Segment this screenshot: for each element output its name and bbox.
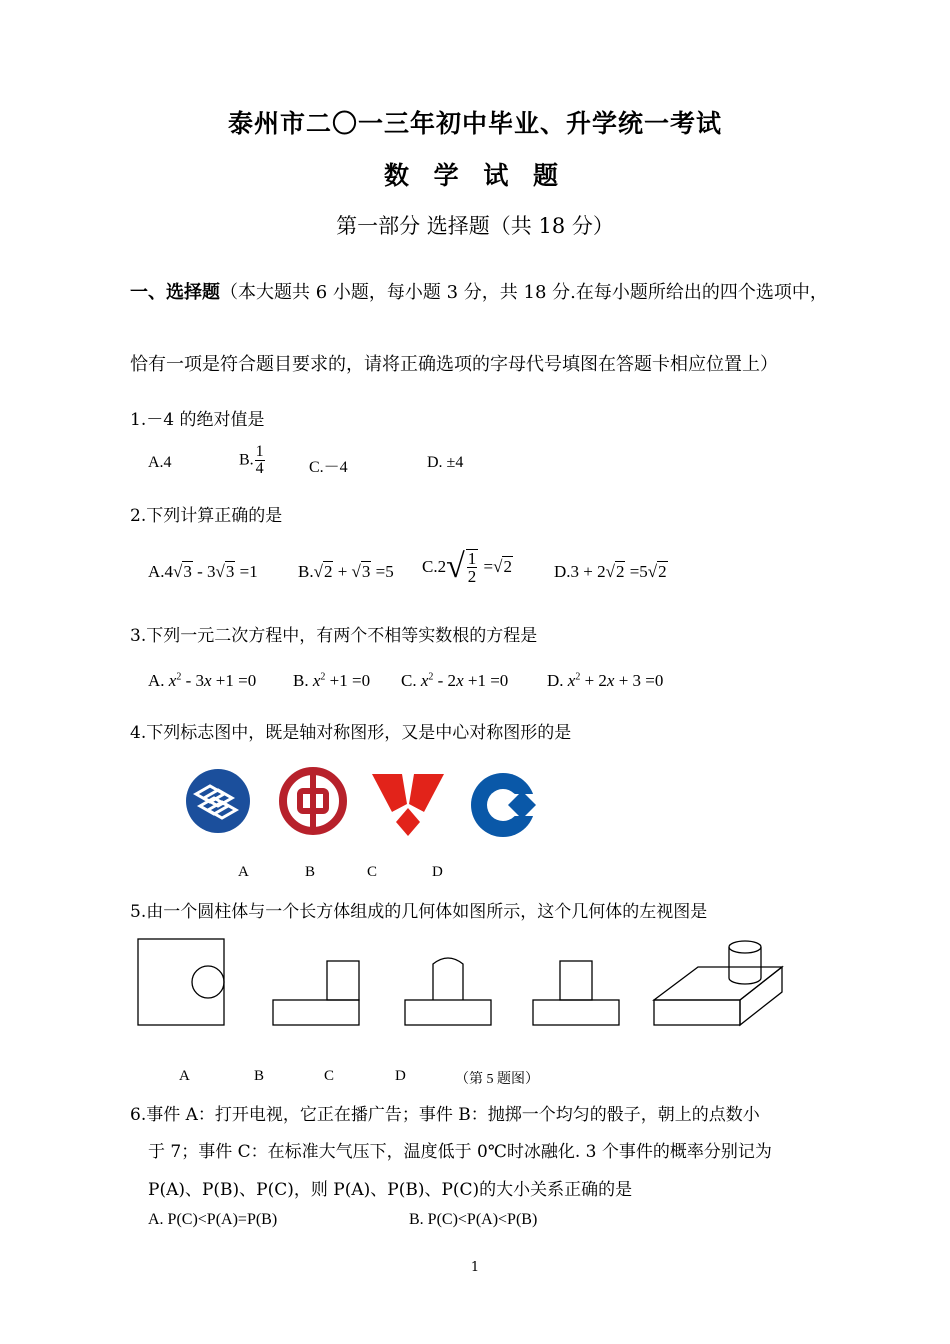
q5-caption: （第 5 题图） (455, 1072, 539, 1087)
page-number: 1 (470, 1260, 480, 1275)
question-4-stem: 4.下列标志图中，既是轴对称图形，又是中心对称图形的是 (130, 723, 572, 743)
china-mobile-icon (186, 769, 250, 833)
q2-option-b: B.√2 + √3 =5 (298, 562, 394, 581)
fraction-denominator: 4 (255, 460, 264, 477)
section-instructions-1: （本大题共 6 小题，每小题 3 分，共 18 分.在每小题所给出的四个选项中， (220, 282, 828, 303)
q2-b-label: B. (298, 562, 314, 581)
q5-view-b (273, 961, 359, 1025)
q1-option-b-label: B. (239, 451, 254, 469)
q6-option-b: B. P(C)<P(A)<P(B) (409, 1211, 538, 1228)
question-5-stem: 5.由一个圆柱体与一个长方体组成的几何体如图所示，这个几何体的左视图是 (130, 902, 708, 922)
q5-view-c (405, 958, 491, 1025)
q5-label-a: A (179, 1068, 190, 1084)
q4-label-b: B (305, 864, 316, 880)
q5-view-d (533, 961, 619, 1025)
q1-option-c: C.－4 (309, 459, 348, 476)
q3-d-label: D. (547, 671, 564, 690)
q2-option-a: A.4√3 - 3√3 =1 (148, 562, 258, 581)
q5-label-c: C (324, 1068, 335, 1084)
question-6-line-1: 6.事件 A：打开电视，它正在播广告；事件 B：抛掷一个均匀的骰子，朝上的点数小 (130, 1105, 760, 1125)
section-instructions-2: 恰有一项是符合题目要求的，请将正确选项的字母代号填图在答题卡相应位置上） (130, 354, 778, 375)
q3-option-b: B. $x^2 +1 =0$ (293, 671, 371, 690)
q4-label-c: C (367, 864, 378, 880)
fraction-numerator: 1 (255, 443, 264, 460)
section-heading: 一、选择题 (130, 282, 220, 303)
part-heading: 第一部分 选择题（共 18 分） (336, 214, 614, 238)
q2-a-label: A. (148, 562, 165, 581)
q3-c-label: C. (401, 671, 417, 690)
q2-d-label: D. (554, 562, 571, 581)
q6-option-a: A. P(C)<P(A)=P(B) (148, 1211, 278, 1228)
q5-label-b: B (254, 1068, 265, 1084)
exam-subtitle: 数 学 试 题 (383, 161, 567, 190)
q3-a-label: A. (148, 671, 165, 690)
q5-figures (130, 930, 800, 1040)
q1-option-a: A.4 (148, 454, 172, 471)
q2-option-c: C.2√ $\frac{1}{2}$ =√2 (422, 548, 512, 586)
section-heading-line1 (130, 278, 828, 304)
question-3-stem: 3.下列一元二次方程中，有两个不相等实数根的方程是 (130, 626, 538, 646)
question-6-line-2: 于 7；事件 C：在标准大气压下，温度低于 0℃时冰融化. 3 个事件的概率分别记为 (148, 1142, 772, 1162)
q5-label-d: D (395, 1068, 406, 1084)
q2-option-d: D.3 + 2√2 =5√2 (554, 562, 667, 581)
q4-label-d: D (432, 864, 443, 880)
exam-title: 泰州市二〇一三年初中毕业、升学统一考试 (227, 109, 722, 138)
q2-c-label: C. (422, 557, 438, 576)
question-6-line-3: P(A)、P(B)、P(C)，则 P(A)、P(B)、P(C)的大小关系正确的是 (148, 1180, 633, 1200)
q1-option-d: D. ±4 (427, 454, 464, 471)
ccb-bank-icon (471, 773, 539, 837)
question-1-stem: 1.－4 的绝对值是 (130, 410, 265, 430)
q1-option-b (239, 444, 266, 477)
q4-label-a: A (238, 864, 249, 880)
q3-b-label: B. (293, 671, 309, 690)
q5-solid-figure (654, 941, 782, 1025)
q4-logos (180, 764, 550, 844)
q5-view-a (138, 939, 224, 1025)
q1-option-b-fraction (255, 444, 265, 477)
q3-option-c: C. $x^2 - 2x +1 =0$ (401, 671, 509, 690)
question-2-stem: 2.下列计算正确的是 (130, 506, 283, 526)
mitsubishi-icon (372, 774, 444, 836)
bank-of-china-icon (283, 771, 343, 831)
q3-option-d: D. $x^2 + 2x + 3 =0$ (547, 671, 664, 690)
q3-option-a: A. $x^2 - 3x +1 =0$ (148, 671, 257, 690)
